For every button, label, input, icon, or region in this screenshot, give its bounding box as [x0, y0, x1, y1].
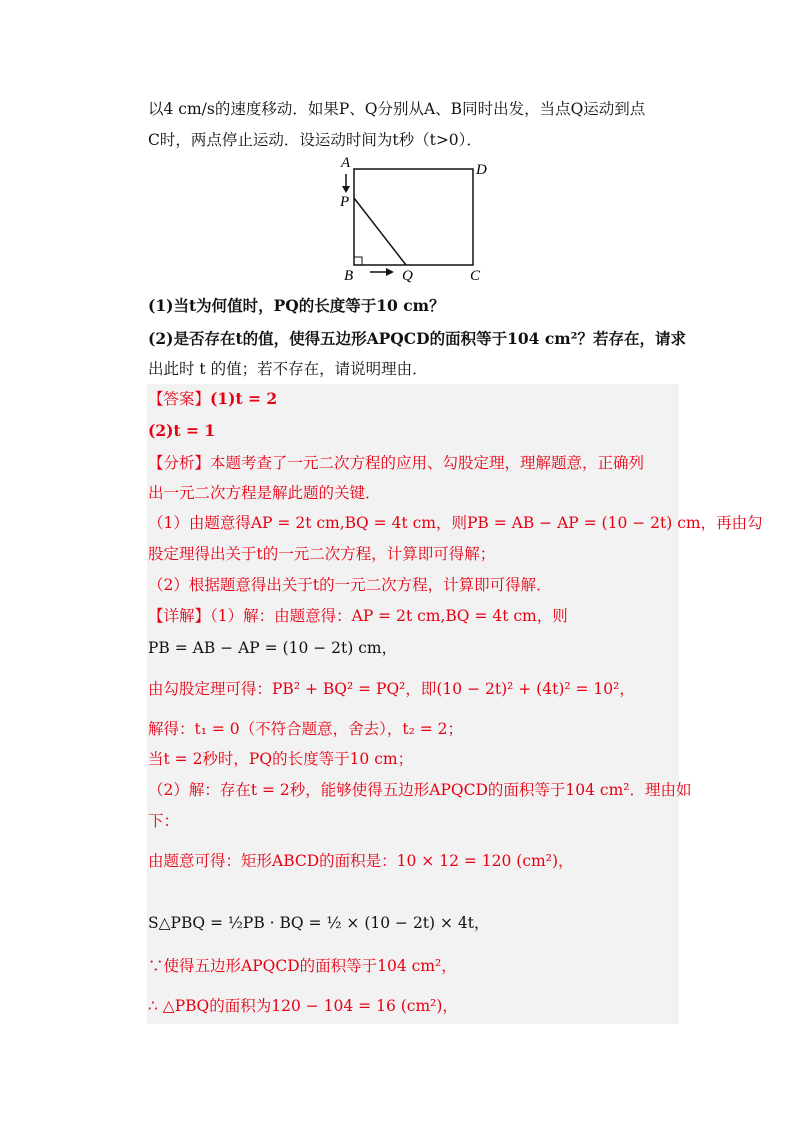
answer-2: (2)t = 1 — [148, 421, 216, 440]
label-c: C — [470, 268, 481, 284]
detail-line-4: 解得：t₁ = 0（不符合题意，舍去），t₂ = 2； — [148, 720, 464, 738]
detail-label: 【详解】 — [148, 607, 211, 625]
rectangle-figure — [0, 156, 800, 286]
detail-line-5: 当t = 2秒时，PQ的长度等于10 cm； — [148, 750, 414, 768]
detail-line-6a: （2）解：存在t = 2秒，能够使得五边形APQCD的面积等于104 cm²．理由如 — [148, 781, 692, 799]
detail-line-8: S△PBQ = ½PB · BQ = ½ × (10 − 2t) × 4t， — [148, 914, 490, 932]
analysis-line-2: 出一元二次方程是解此题的关键． — [148, 484, 381, 502]
arrow-down-head — [342, 186, 350, 193]
analysis-line-1 — [148, 452, 644, 474]
detail-line-3: 由勾股定理可得：PB² + BQ² = PQ²，即(10 − 2t)² + (4t)² = 10²， — [148, 680, 635, 698]
detail-line-1 — [148, 605, 568, 627]
analysis-text-1: 本题考查了一元二次方程的应用、勾股定理，理解题意，正确列 — [210, 454, 645, 472]
intro-line-1: 以4 cm/s的速度移动．如果P、Q分别从A、B同时出发，当点Q运动到点 — [148, 100, 646, 118]
answer-line-1 — [148, 388, 277, 410]
label-p: P — [340, 194, 350, 210]
segment-pq — [354, 198, 406, 265]
arrow-right-head — [386, 268, 394, 276]
analysis-line-4: （2）根据题意得出关于t的一元二次方程，计算即可得解． — [148, 576, 552, 594]
question-1: (1)当t为何值时，PQ的长度等于10 cm？ — [148, 296, 445, 315]
detail-line-6b: 下： — [148, 812, 180, 830]
intro-line-2: C时，两点停止运动．设运动时间为t秒（t>0）． — [148, 131, 482, 149]
answer-1: (1)t = 2 — [210, 389, 278, 408]
detail-line-9: ∵使得五边形APQCD的面积等于104 cm²， — [148, 957, 457, 975]
answer-label: 【答案】 — [148, 390, 211, 408]
label-a: A — [341, 156, 351, 171]
detail-text-1: （1）解：由题意得：AP = 2t cm,BQ = 4t cm，则 — [210, 607, 568, 625]
label-d: D — [476, 162, 487, 178]
detail-line-7: 由题意可得：矩形ABCD的面积是：10 × 12 = 120 (cm²)， — [148, 852, 574, 870]
label-b: B — [344, 268, 354, 284]
detail-line-2: PB = AB − AP = (10 − 2t) cm， — [148, 639, 398, 657]
label-q: Q — [402, 268, 413, 284]
detail-line-10: ∴ △PBQ的面积为120 − 104 = 16 (cm²)， — [148, 997, 458, 1015]
analysis-label: 【分析】 — [148, 454, 211, 472]
rectangle-abcd — [354, 169, 473, 265]
question-2-line-2: 出此时 t 的值；若不存在，请说明理由． — [148, 360, 428, 378]
question-2-line-1: (2)是否存在t的值，使得五边形APQCD的面积等于104 cm²？若存在，请求 — [148, 329, 686, 348]
analysis-line-3b: 股定理得出关于t的一元二次方程，计算即可得解； — [148, 545, 496, 563]
analysis-line-3a: （1）由题意得AP = 2t cm,BQ = 4t cm，则PB = AB − AP = (10 − 2t) cm，再由勾 — [148, 514, 763, 532]
right-angle-mark — [354, 257, 362, 265]
